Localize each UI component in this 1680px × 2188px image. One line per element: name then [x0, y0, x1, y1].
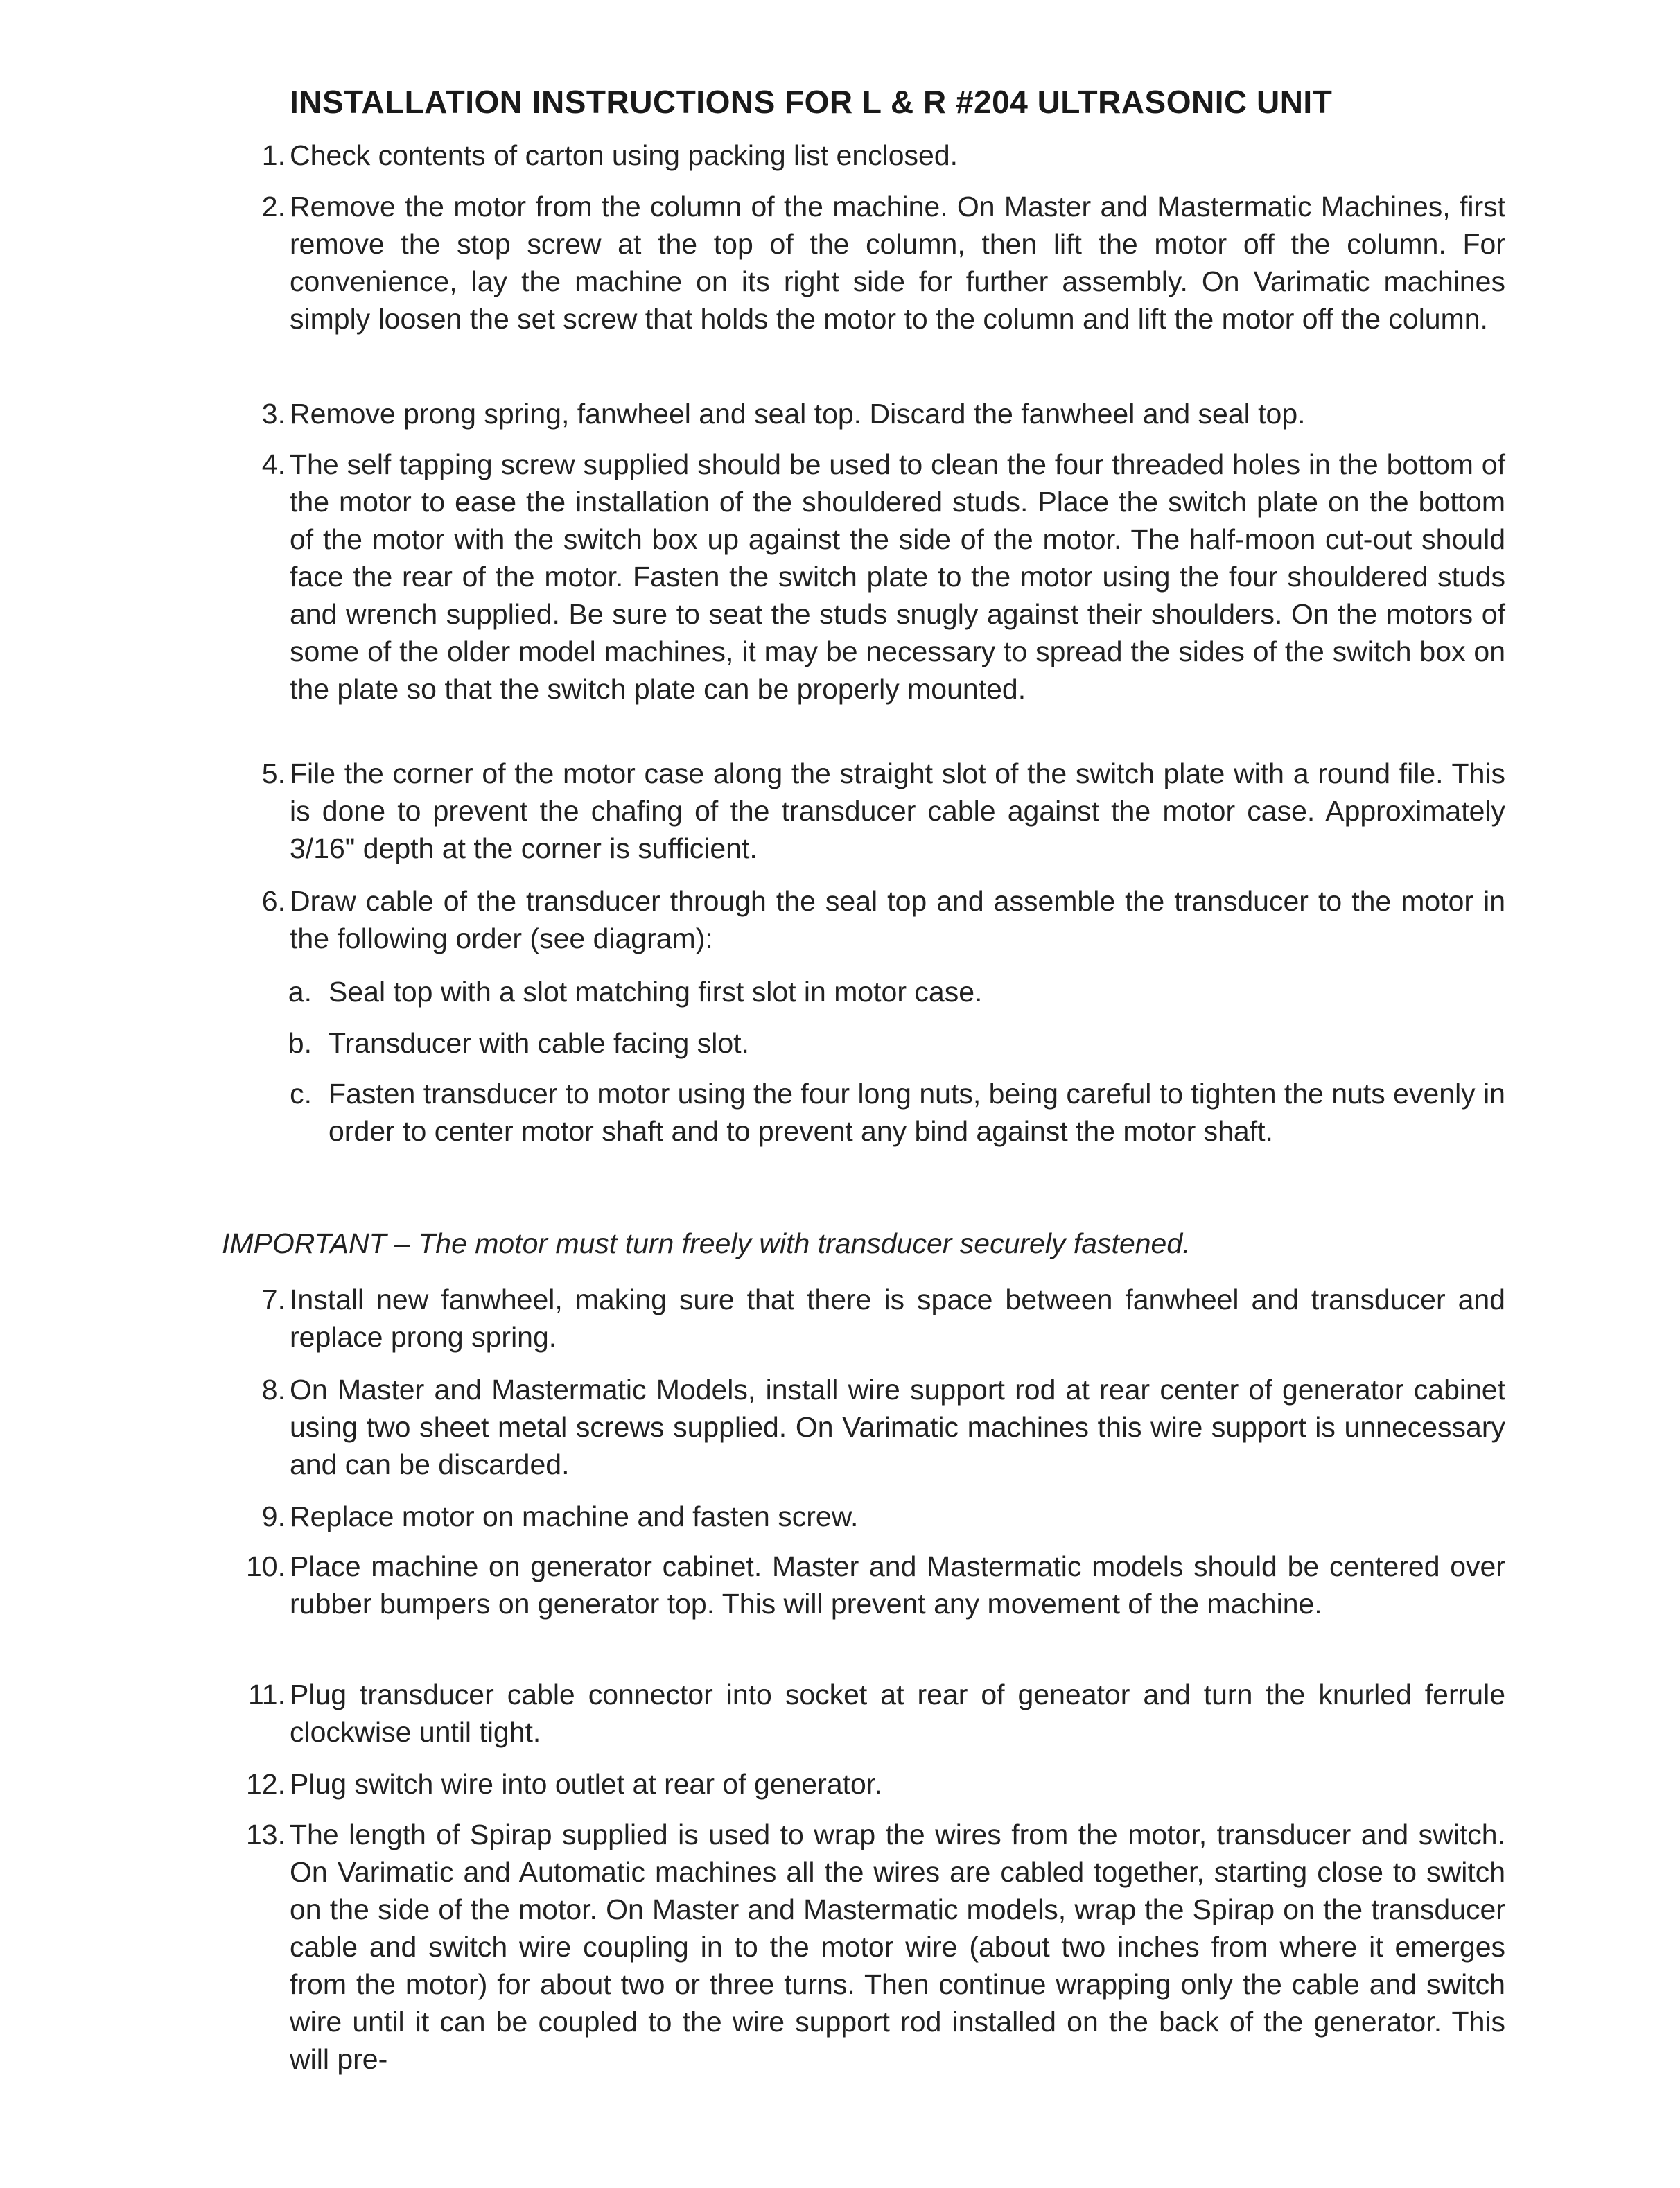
- step-4: [236, 446, 1505, 708]
- substep-b: [283, 1024, 1505, 1062]
- step-text: Replace motor on machine and fasten screw.: [290, 1500, 859, 1532]
- step-number: 11.: [248, 1679, 286, 1710]
- step-5: [236, 755, 1505, 867]
- step-number: 9.: [261, 1500, 286, 1532]
- step-number: 10.: [246, 1550, 286, 1582]
- step-number: 3.: [261, 398, 286, 430]
- step-number: 4.: [261, 448, 286, 480]
- step-number: 1.: [261, 139, 286, 171]
- step-13: [236, 1816, 1505, 2078]
- substep-c: [283, 1075, 1505, 1150]
- step-text: The self tapping screw supplied should be used to clean the four threaded holes in the bottom of the motor to ease the installation of the shouldered studs. Place the switch plate on the bottom of the motor with the switch box up against the side of the motor. The half-moon cut-out should face the rear of the motor. Fasten the switch plate to the motor using the four shouldered studs and wrench supplied. Be sure to seat the studs snugly against their shoulders. On the motors of some of the older model machines, it may be necessary to spread the sides of the switch box on the plate so that the switch plate can be properly mounted.: [290, 448, 1505, 705]
- step-number: 8.: [261, 1374, 286, 1406]
- substep-text: Transducer with cable facing slot.: [329, 1027, 749, 1059]
- substep-a: [283, 973, 1505, 1010]
- step-number: 13.: [246, 1819, 286, 1850]
- step-6: [236, 882, 1505, 957]
- substep-letter: c.: [290, 1078, 312, 1110]
- step-8: [236, 1371, 1505, 1483]
- step-1: [236, 137, 1505, 174]
- step-9: [236, 1498, 1505, 1535]
- step-text: Plug transducer cable connector into socket at rear of geneator and turn the knurled ferrule clockwise until tight.: [290, 1679, 1505, 1748]
- step-text: Draw cable of the transducer through the seal top and assemble the transducer to the motor in the following order (see diagram):: [290, 885, 1505, 954]
- step-text: Check contents of carton using packing list enclosed.: [290, 139, 959, 171]
- step-number: 12.: [246, 1768, 286, 1800]
- step-number: 7.: [261, 1284, 286, 1315]
- step-text: File the corner of the motor case along the straight slot of the switch plate with a round file. This is done to prevent the chafing of the transducer cable against the motor case. Approximately 3/16" depth at the corner is sufficient.: [290, 758, 1505, 864]
- step-12: [236, 1765, 1505, 1803]
- step-text: Place machine on generator cabinet. Master and Mastermatic models should be centered over rubber bumpers on generator top. This will prevent any movement of the machine.: [290, 1550, 1505, 1620]
- step-7: [236, 1281, 1505, 1356]
- step-text: Install new fanwheel, making sure that there is space between fanwheel and transducer and replace prong spring.: [290, 1284, 1505, 1353]
- step-text: Remove prong spring, fanwheel and seal top. Discard the fanwheel and seal top.: [290, 398, 1306, 430]
- substep-text: Fasten transducer to motor using the four long nuts, being careful to tighten the nuts evenly in order to center motor shaft and to prevent any bind against the motor shaft.: [329, 1078, 1505, 1147]
- step-number: 5.: [261, 758, 286, 789]
- step-text: Plug switch wire into outlet at rear of generator.: [290, 1768, 882, 1800]
- important-note: IMPORTANT – The motor must turn freely with transducer securely fastened.: [222, 1227, 1191, 1259]
- step-text: On Master and Mastermatic Models, install wire support rod at rear center of generator cabinet using two sheet metal screws supplied. On Varimatic machines this wire support is unnecessary and can be discarded.: [290, 1374, 1505, 1480]
- step-3: [236, 395, 1505, 432]
- step-2: [236, 188, 1505, 338]
- step-10: [236, 1548, 1505, 1622]
- page-title: INSTALLATION INSTRUCTIONS FOR L & R #204 ULTRASONIC UNIT: [290, 84, 1333, 120]
- step-11: [236, 1676, 1505, 1751]
- step-number: 2.: [261, 191, 286, 222]
- step-number: 6.: [261, 885, 286, 917]
- step-text: The length of Spirap supplied is used to wrap the wires from the motor, transducer and switch. On Varimatic and Automatic machines all the wires are cabled together, starting close to switch on the side of the motor. On Master and Mastermatic models, wrap the Spirap on the transducer cable and switch wire coupling in to the motor wire (about two inches from where it emerges from the motor) for about two or three turns. Then continue wrapping only the cable and switch wire until it can be coupled to the wire support rod installed on the back of the generator. This will pre-: [290, 1819, 1505, 2075]
- substep-letter: a.: [288, 976, 312, 1008]
- substep-letter: b.: [288, 1027, 312, 1059]
- substep-text: Seal top with a slot matching first slot in motor case.: [329, 976, 983, 1008]
- step-text: Remove the motor from the column of the machine. On Master and Mastermatic Machines, first remove the stop screw at the top of the column, then lift the motor off the column. For convenience, lay the machine on its right side for further assembly. On Varimatic machines simply loosen the set screw that holds the motor to the column and lift the motor off the column.: [290, 191, 1505, 335]
